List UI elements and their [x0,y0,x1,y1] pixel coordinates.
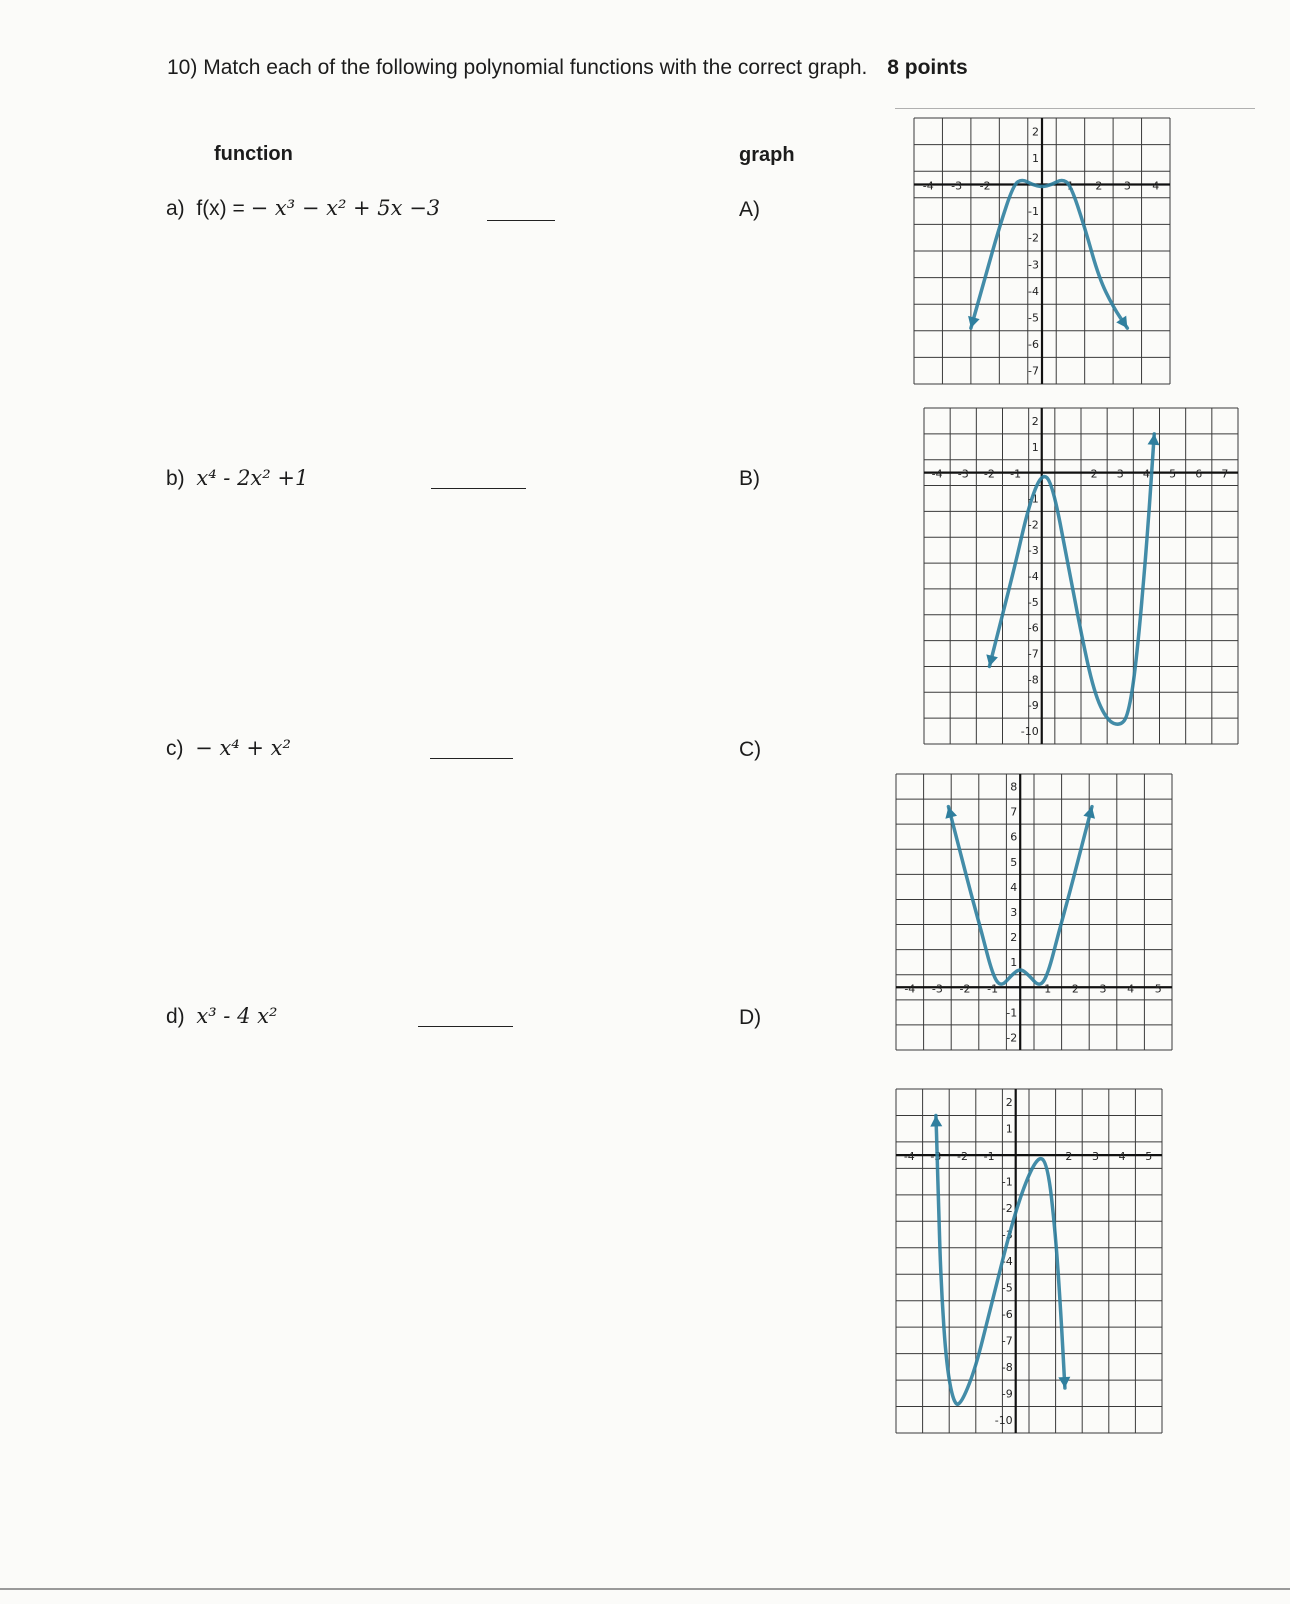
x-tick-label: -4 [903,1150,915,1164]
y-tick-label: -6 [1028,338,1039,352]
x-tick-label: -3 [930,1150,942,1164]
x-tick-label: 2 [1071,982,1079,996]
y-tick-label: -4 [1027,570,1039,583]
y-tick-label: -10 [994,1413,1013,1427]
x-tick-label: 6 [1195,467,1203,481]
x-tick-label: -3 [957,467,969,481]
function-c-expression: − x⁴ + x² [195,736,291,760]
y-tick-label: -6 [1027,621,1039,635]
x-tick-label: -2 [983,467,995,481]
graph-d [890,1083,1168,1439]
graph-b-arrow-end [1148,434,1160,445]
question-text: Match each of the following polynomial functions with the correct graph. [203,56,868,79]
y-tick-label: -7 [1001,1334,1013,1348]
y-tick-label: -7 [1027,647,1039,661]
x-tick-label: 4 [1152,179,1160,193]
x-tick-label: -1 [983,1150,995,1164]
x-tick-label: 4 [1118,1150,1126,1164]
x-tick-label: -2 [979,179,991,193]
x-tick-label: -3 [931,982,943,996]
y-tick-label: -2 [1028,231,1039,245]
y-tick-label: -5 [1001,1281,1013,1295]
function-column-header: function [214,143,293,165]
graph-d-arrow-end [1058,1377,1070,1388]
y-tick-label: 8 [1010,780,1018,794]
y-tick-label: -10 [1020,725,1039,739]
graph-c [890,768,1178,1056]
y-tick-label: 7 [1010,805,1018,819]
x-tick-label: 3 [1123,179,1131,193]
y-tick-label: -8 [1001,1360,1013,1374]
y-tick-label: 3 [1010,906,1018,919]
function-b [166,466,308,491]
graph-a [908,112,1176,390]
function-a-prefix: f(x) = [196,197,251,220]
x-tick-label: -1 [987,982,999,996]
answer-blank-d[interactable] [418,1026,513,1027]
answer-blank-c[interactable] [430,758,513,759]
y-tick-label: -3 [1027,544,1039,558]
x-tick-label: 3 [1092,1150,1099,1164]
graph-label-d: D) [739,1006,762,1029]
y-tick-label: -8 [1027,673,1039,687]
function-a-letter: a) [166,197,185,220]
function-a [166,196,440,221]
answer-blank-a[interactable] [487,220,555,221]
x-tick-label: 4 [1127,982,1135,996]
graph-label-b: B) [739,467,760,490]
x-tick-label: 5 [1145,1150,1153,1164]
graph-a-curve [971,181,1127,329]
y-tick-label: -3 [1001,1228,1013,1242]
x-tick-label: 3 [1116,467,1124,481]
graph-b-arrow-start [986,654,998,666]
y-tick-label: 6 [1010,830,1018,844]
y-tick-label: 2 [1005,1096,1013,1110]
y-tick-label: 2 [1032,125,1039,139]
y-tick-label: 5 [1010,855,1018,869]
x-tick-label: 5 [1169,467,1177,481]
y-tick-label: -3 [1028,258,1039,272]
answer-blank-b[interactable] [431,488,526,489]
graph-label-a: A) [739,198,760,221]
question-points: 8 points [887,56,968,79]
function-b-expression: x⁴ - 2x² +1 [196,466,309,490]
y-tick-label: -2 [1001,1202,1013,1216]
y-tick-label: -1 [1028,205,1039,219]
graph-d-curve [936,1115,1065,1404]
y-tick-label: 1 [1031,440,1039,454]
bottom-rule [0,1588,1290,1590]
y-tick-label: -5 [1028,311,1039,325]
function-d-letter: d) [166,1005,185,1028]
x-tick-label: -4 [931,467,943,481]
x-tick-label: 5 [1154,982,1162,996]
y-tick-label: -4 [1028,284,1039,298]
graph-column-header: graph [739,144,795,166]
y-tick-label: -7 [1028,364,1039,378]
y-tick-label: 1 [1032,151,1039,165]
x-tick-label: 1 [1066,179,1074,193]
y-tick-label: 4 [1010,880,1018,894]
y-tick-label: -5 [1027,595,1039,609]
x-tick-label: -3 [951,179,963,193]
x-tick-label: -4 [904,982,916,996]
x-tick-label: 4 [1142,467,1150,481]
y-tick-label: 2 [1031,414,1039,428]
y-tick-label: 2 [1010,931,1018,945]
y-tick-label: 1 [1010,956,1018,970]
y-tick-label: -9 [1001,1387,1013,1401]
y-tick-label: -2 [1027,518,1039,532]
x-tick-label: -2 [957,1150,968,1164]
x-tick-label: -1 [1010,467,1022,481]
graph-d-arrow-start [930,1115,942,1126]
y-tick-label: -1 [1027,492,1039,506]
x-tick-label: 1 [1044,982,1052,996]
graph-b [918,402,1244,750]
y-tick-label: -1 [1001,1175,1013,1189]
question-prompt [167,56,968,80]
function-b-letter: b) [166,467,185,490]
function-d [166,1004,277,1029]
y-tick-label: -2 [1006,1031,1018,1045]
y-tick-label: -4 [1001,1255,1013,1268]
top-divider [895,108,1255,109]
x-tick-label: -4 [922,179,934,193]
y-tick-label: -1 [1006,1006,1018,1020]
x-tick-label: 3 [1099,982,1107,996]
x-tick-label: 2 [1095,179,1103,193]
x-tick-label: -2 [959,982,971,996]
x-tick-label: 2 [1065,1150,1073,1164]
y-tick-label: 1 [1005,1122,1013,1136]
x-tick-label: 7 [1221,467,1229,481]
x-tick-label: 2 [1090,467,1098,481]
function-d-expression: x³ - 4 x² [196,1004,278,1028]
function-c [166,736,291,761]
y-tick-label: -6 [1001,1307,1013,1321]
function-a-expression: − x³ − x² + 5x −3 [250,196,441,220]
graph-label-c: C) [739,738,762,761]
y-tick-label: -9 [1027,699,1039,713]
function-c-letter: c) [166,737,184,760]
question-number: 10) [167,56,198,79]
